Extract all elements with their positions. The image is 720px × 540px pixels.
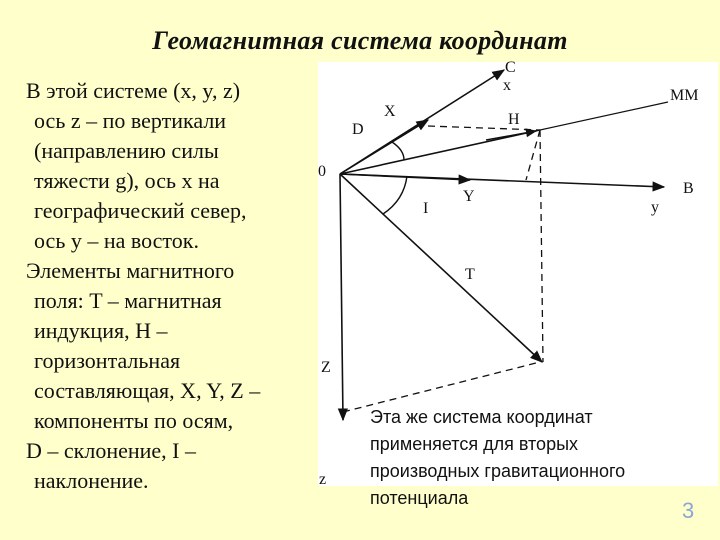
- magnetic-meridian-ext: [540, 102, 668, 130]
- text-line: ось y – на восток.: [34, 228, 199, 253]
- declination-arc: [392, 142, 404, 160]
- label-c: C: [505, 59, 516, 76]
- label-y-component: Y: [463, 188, 475, 205]
- text-line: Элементы магнитного: [26, 258, 235, 283]
- text-line: компоненты по осям,: [34, 408, 234, 433]
- label-b: B: [683, 180, 694, 197]
- text-line: D – склонение, I –: [26, 438, 196, 463]
- label-x-component: X: [384, 103, 396, 120]
- z-axis-line: [340, 174, 343, 420]
- text-line: горизонтальная: [34, 348, 181, 373]
- label-y-axis: y: [651, 199, 659, 216]
- dashed-h-down: [540, 130, 543, 362]
- text-line: ось z – по вертикали: [34, 108, 227, 133]
- text-line: составляющая, X, Y, Z –: [34, 378, 261, 403]
- label-z-component: Z: [321, 359, 331, 376]
- magnetic-meridian-line: [340, 130, 540, 174]
- text-line: поля: T – магнитная: [34, 288, 222, 313]
- note-text: [370, 404, 720, 512]
- slide-number: 3: [682, 498, 695, 523]
- slide-title: Геомагнитная система координат: [152, 26, 568, 55]
- label-d: D: [352, 121, 364, 138]
- text-line: географический север,: [34, 198, 247, 223]
- text-line: тяжести g), ось x на: [34, 168, 220, 193]
- text-line: индукция, H –: [34, 318, 168, 343]
- note-line: потенциала: [370, 488, 469, 508]
- note-line: производных гравитационного: [370, 461, 626, 481]
- label-h: H: [508, 111, 520, 128]
- text-line: наклонение.: [34, 468, 149, 493]
- inclination-arc: [383, 176, 407, 214]
- note-line: Эта же система координат: [370, 407, 593, 427]
- label-mm: MM: [670, 87, 699, 104]
- note-line: применяется для вторых: [370, 434, 579, 454]
- dashed-h-to-y: [526, 130, 540, 180]
- y-component-arrow: [340, 174, 470, 180]
- text-line: (направлению силы: [34, 138, 219, 163]
- h-component-arrow: [486, 131, 536, 140]
- label-x-axis: x: [503, 77, 511, 94]
- text-line: В этой системе (x, y, z): [26, 78, 241, 103]
- label-z-axis: z: [319, 471, 327, 488]
- origin-label: 0: [318, 163, 326, 180]
- label-i: I: [423, 200, 429, 217]
- label-t: T: [465, 266, 475, 283]
- dashed-x-to-h: [428, 126, 540, 130]
- total-field-vector: [340, 174, 542, 362]
